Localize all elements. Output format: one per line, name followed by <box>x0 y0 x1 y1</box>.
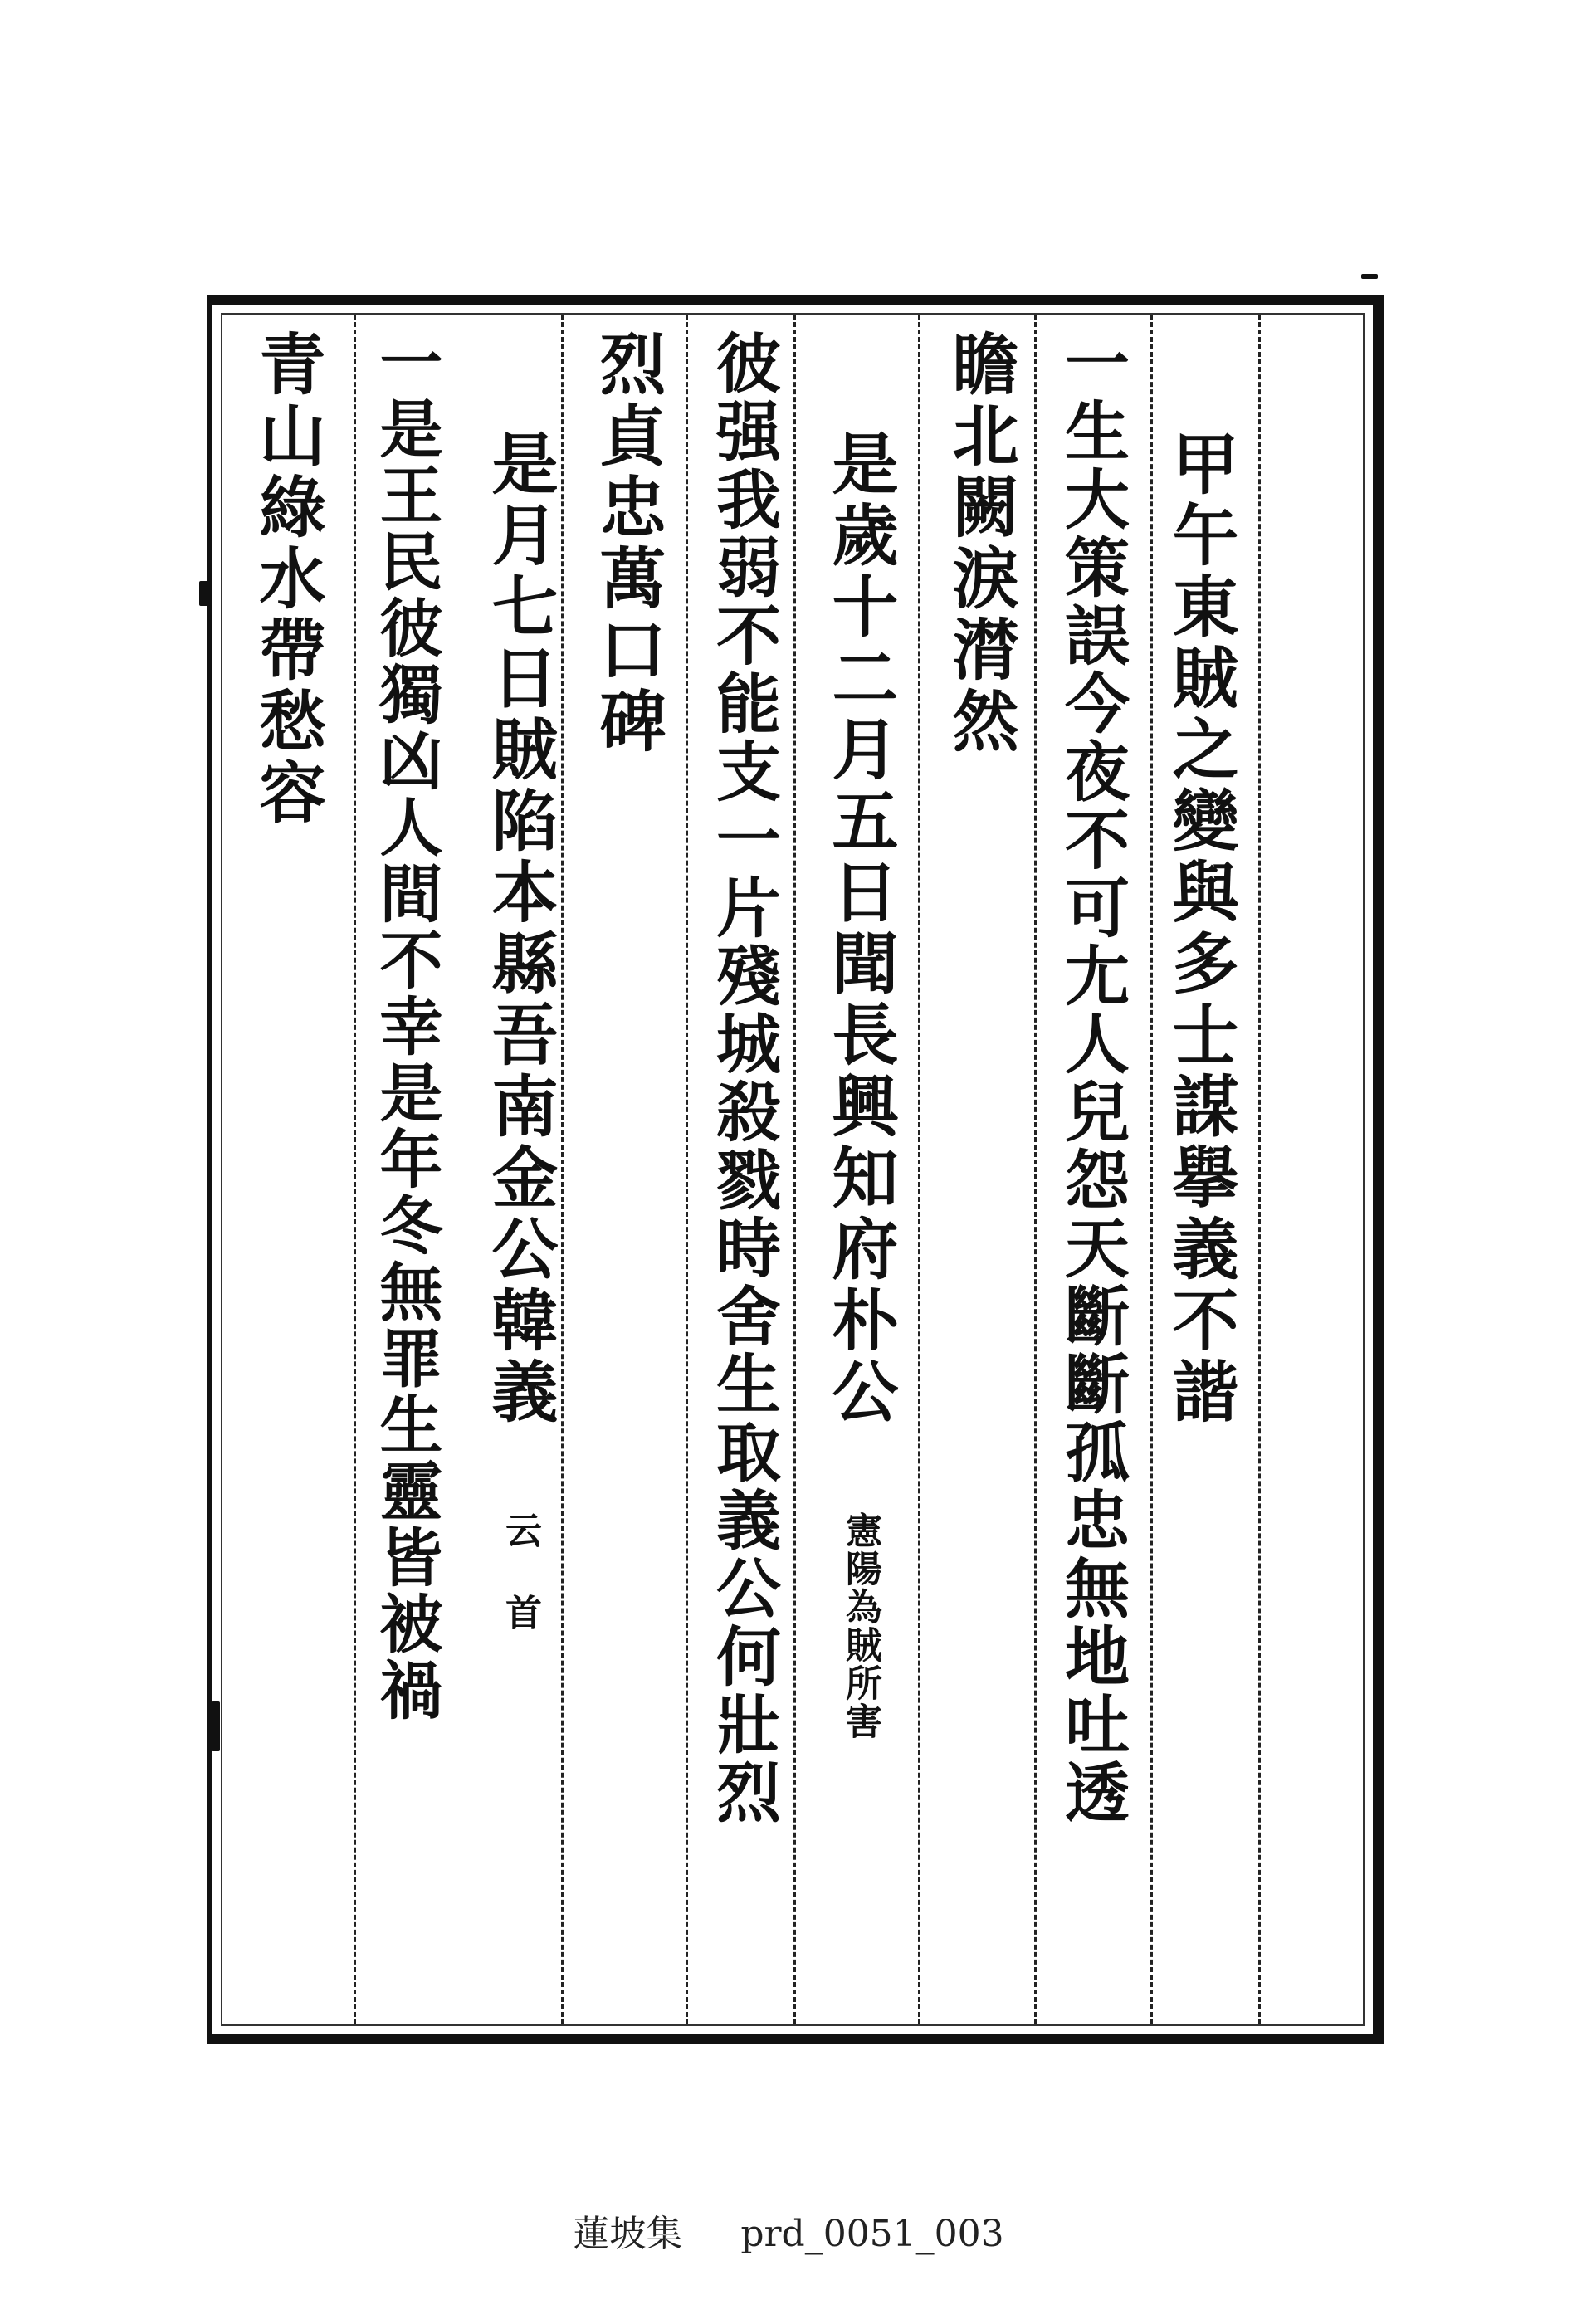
book-title: 蓮坡集 <box>573 2213 683 2255</box>
text-column-2 <box>1054 330 1130 1827</box>
text-column-1 <box>1161 429 1239 1428</box>
text-column-8 <box>369 330 443 1724</box>
ink-speck <box>1361 274 1378 279</box>
text-column-9 <box>248 330 326 829</box>
text-column-7 <box>481 429 559 1632</box>
column-text: 青山綠水帶愁容 <box>248 330 326 829</box>
column-text: 甲午東賊之變與多士謀擧義不諧 <box>1161 429 1239 1428</box>
column-rule <box>1258 315 1261 2024</box>
column-rule <box>1150 315 1153 2024</box>
column-text: 彼强我弱不能支一片殘城殺戮時舍生取義公何壯烈 <box>706 330 781 1827</box>
column-text: 瞻北闕淚潸然 <box>941 330 1019 758</box>
interlinear-note: 憲陽為賊所害 <box>839 1511 881 1741</box>
column-text: 是歲十二月五日聞長興知府朴公 <box>821 429 899 1428</box>
ink-speck <box>199 581 211 606</box>
column-rule <box>1034 315 1037 2024</box>
page-frame <box>208 295 1384 2044</box>
column-rule <box>793 315 796 2024</box>
column-text: 一生大策誤今夜不可尢人兒怨天斷斷孤忠無地吐透 <box>1054 330 1130 1827</box>
column-rule <box>561 315 564 2024</box>
column-text: 一是王民彼獨凶人間不幸是年冬無罪生靈皆被禍 <box>369 330 443 1724</box>
page-id: prd_0051_003 <box>740 2213 1004 2255</box>
text-column-5 <box>706 330 781 1827</box>
interlinear-note: 云 首 <box>499 1511 541 1632</box>
column-text: 烈貞忠萬口碑 <box>588 330 666 758</box>
column-rule <box>354 315 356 2024</box>
text-column-4 <box>821 429 899 1741</box>
column-rule <box>686 315 688 2024</box>
page-footer <box>0 2204 1577 2257</box>
column-rule <box>918 315 920 2024</box>
text-column-3 <box>941 330 1019 758</box>
text-column-6 <box>588 330 666 758</box>
column-text: 是月七日賊陷本縣吾南金公韓義 <box>481 429 559 1428</box>
ink-speck <box>212 1702 220 1751</box>
